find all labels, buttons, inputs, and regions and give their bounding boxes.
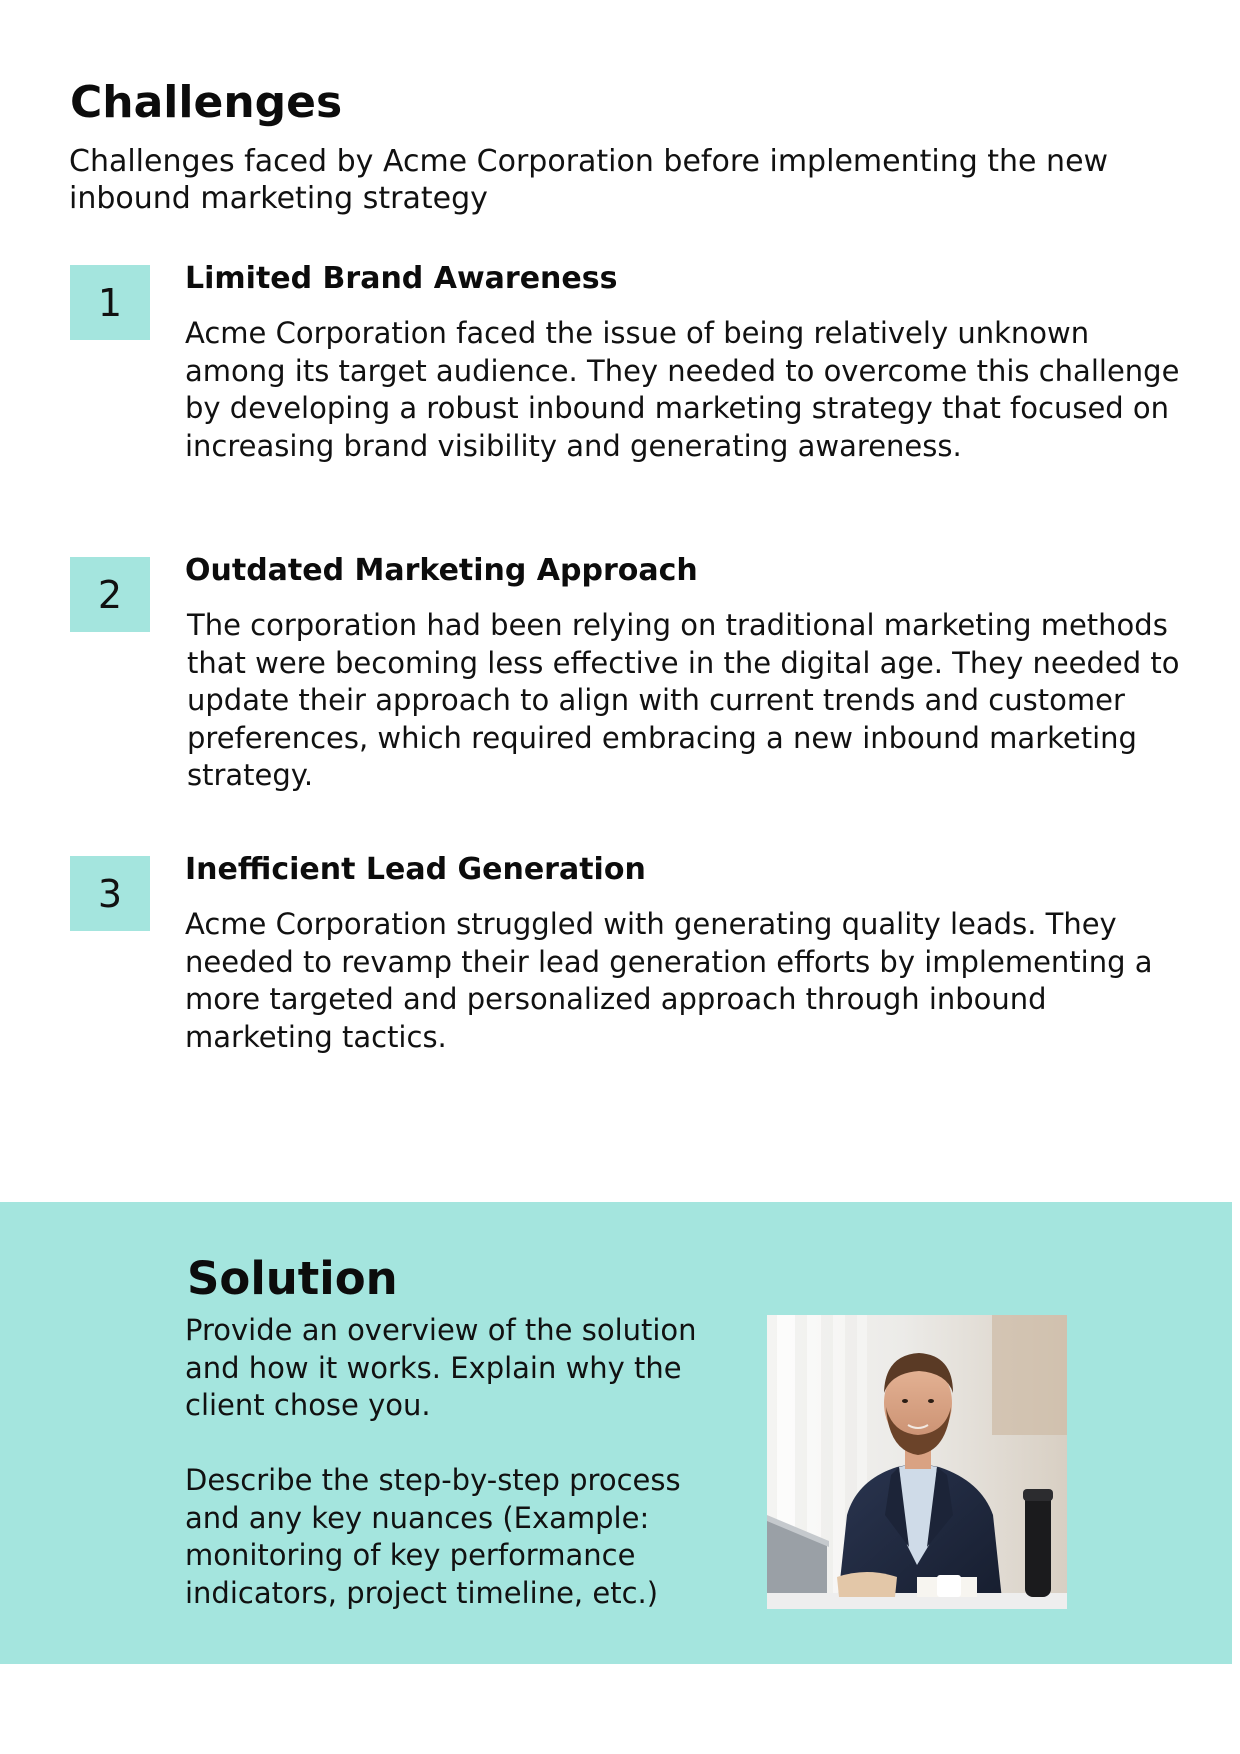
businessman-photo <box>767 1315 1067 1609</box>
challenge-heading: Limited Brand Awareness <box>185 261 618 296</box>
challenge-heading: Inefficient Lead Generation <box>185 852 646 887</box>
page-subtitle: Challenges faced by Acme Corporation before implementing the new inbound marketing strategy <box>69 144 1109 216</box>
challenge-number-badge: 2 <box>70 557 150 632</box>
solution-text <box>185 1312 725 1650</box>
solution-section <box>0 1202 1232 1664</box>
challenge-description: The corporation had been relying on traditional marketing methods that were becoming less effective in the digital age. They needed to update their approach to align with current trends and customer preferences, which required embracing a new inbound marketing strategy. <box>187 608 1180 792</box>
solution-paragraph: Describe the step-by-step process and any key nuances (Example: monitoring of key performance indicators, project timeline, etc.) <box>185 1463 681 1610</box>
challenge-description: Acme Corporation struggled with generating quality leads. They needed to revamp their lead generation efforts by implementing a more targeted and personalized approach through inbound marketing tactics. <box>185 907 1153 1054</box>
challenge-heading: Outdated Marketing Approach <box>185 553 698 588</box>
challenge-description: Acme Corporation faced the issue of being relatively unknown among its target audience. They needed to overcome this challenge by developing a robust inbound marketing strategy that focused on increasing brand visibility and generating awareness. <box>185 316 1180 463</box>
solution-paragraph: Provide an overview of the solution and how it works. Explain why the client chose you. <box>185 1313 697 1422</box>
solution-title: Solution <box>187 1252 398 1305</box>
challenge-number-badge: 3 <box>70 856 150 931</box>
page-title: Challenges <box>70 77 343 128</box>
challenge-number-badge: 1 <box>70 265 150 340</box>
